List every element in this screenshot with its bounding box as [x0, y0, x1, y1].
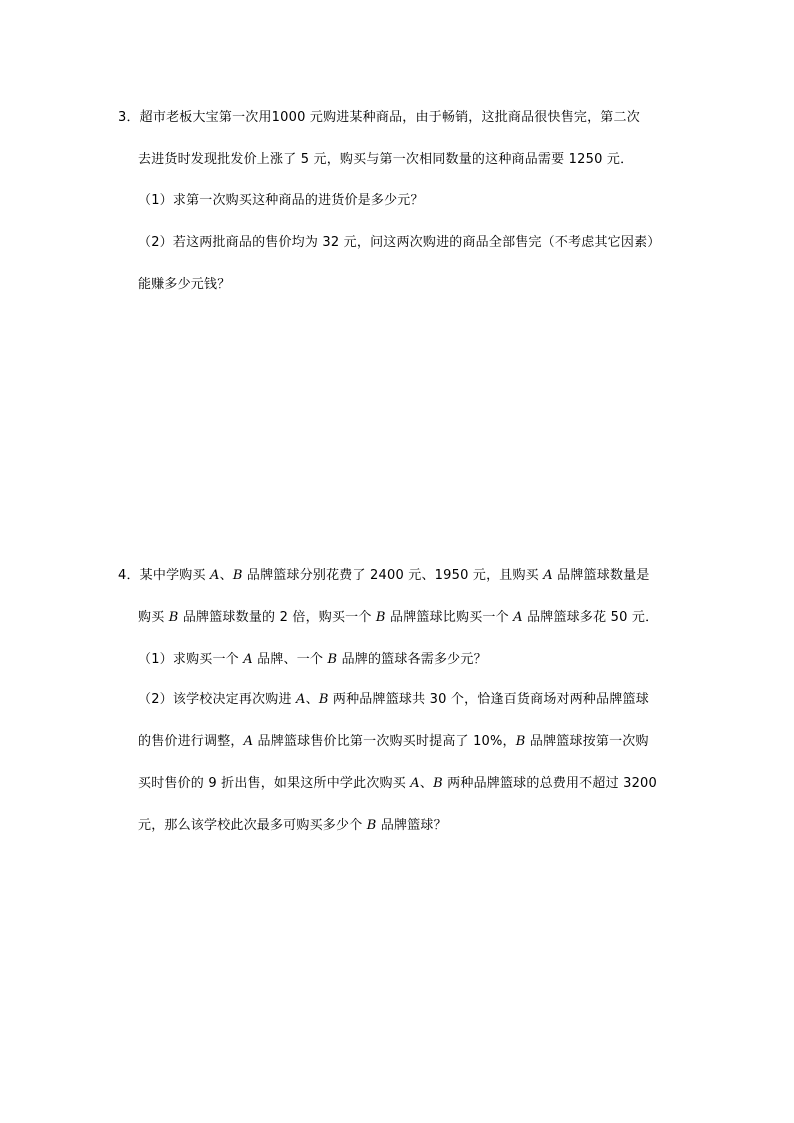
text-segment: 买时售价的 9 折出售，如果这所中学此次购买: [138, 776, 411, 791]
text-segment: 品牌篮球数量是: [552, 568, 650, 583]
problem-4-question-2-line-2: [138, 733, 649, 751]
text-segment: 的售价进行调整，: [138, 734, 244, 749]
problem-4-question-2-line-3: [138, 775, 657, 793]
text-segment: （1）求购买一个: [138, 652, 244, 667]
variable-b: B: [375, 610, 386, 625]
text-segment: 两种品牌篮球的总费用不超过 3200: [442, 776, 657, 791]
problem-3-question-2-line-2: 能赚多少元钱？: [138, 277, 231, 292]
variable-b: B: [168, 610, 179, 625]
problem-4-question-1: [138, 651, 487, 669]
text-segment: 品牌篮球多花 50 元．: [522, 610, 659, 625]
variable-a: A: [210, 568, 220, 583]
text-segment: 购买: [138, 610, 169, 625]
problem-3-question-2-line-1: （2）若这两批商品的售价均为 32 元，问这两次购进的商品全部售完（不考虑其它因素）: [138, 235, 661, 250]
variable-a: A: [543, 568, 553, 583]
problem-3-question-1: （1）求第一次购买这种商品的进货价是多少元？: [138, 193, 424, 208]
text-segment: 品牌、一个: [252, 652, 328, 667]
problem-3-statement-line-2: 去进货时发现批发价上涨了 5 元，购买与第一次相同数量的这种商品需要 1250 元．: [138, 152, 634, 167]
variable-b: B: [232, 568, 243, 583]
variable-b: B: [433, 776, 443, 791]
variable-a: A: [410, 776, 420, 791]
problem-4-statement-line-1: [118, 567, 650, 585]
problem-4-question-2-line-1: [138, 691, 649, 709]
variable-a: A: [243, 734, 254, 749]
text-segment: 、: [219, 568, 233, 583]
text-segment: 品牌篮球分别花费了 2400 元、1950 元，且购买: [242, 568, 544, 583]
text-segment: 品牌的篮球各需多少元？: [337, 652, 487, 667]
problem-4-question-2-line-4: [138, 817, 447, 835]
text-segment: 、: [419, 776, 434, 791]
text-segment: （2）该学校决定再次购进: [138, 692, 297, 707]
variable-a: A: [243, 652, 253, 667]
variable-a: A: [296, 692, 306, 707]
text-segment: 品牌篮球？: [376, 818, 447, 833]
problem-3-statement-line-1: 3．超市老板大宝第一次用1000 元购进某种商品，由于畅销，这批商品很快售完，第二次: [118, 110, 640, 125]
variable-b: B: [366, 818, 377, 833]
text-segment: 品牌篮球按第一次购: [525, 734, 649, 749]
text-segment: 品牌篮球售价比第一次购买时提高了 10%，: [253, 734, 516, 749]
text-segment: 元，那么该学校此次最多可购买多少个: [138, 818, 367, 833]
text-segment: 品牌篮球数量的 2 倍，购买一个: [178, 610, 376, 625]
text-segment: 品牌篮球比购买一个: [385, 610, 514, 625]
variable-a: A: [513, 610, 523, 625]
variable-b: B: [327, 652, 338, 667]
text-segment: 4．某中学购买: [118, 568, 211, 583]
variable-b: B: [318, 692, 329, 707]
text-segment: 两种品牌篮球共 30 个，恰逢百货商场对两种品牌篮球: [328, 692, 649, 707]
problem-4-statement-line-2: [138, 609, 658, 627]
variable-b: B: [515, 734, 526, 749]
text-segment: 、: [305, 692, 319, 707]
